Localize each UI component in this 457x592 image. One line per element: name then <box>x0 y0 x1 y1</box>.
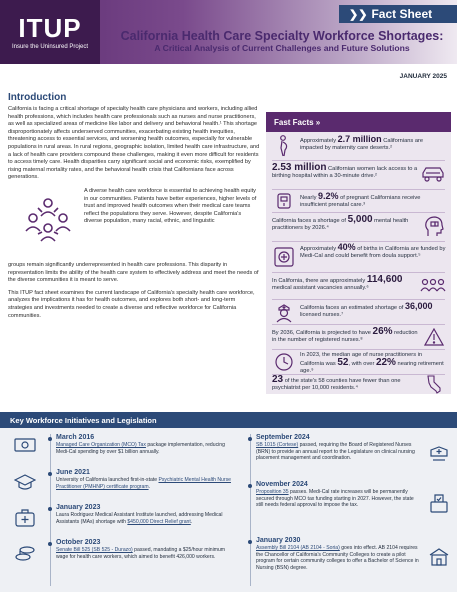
fast-fact-8-value: 26% <box>372 326 393 337</box>
fast-fact-3-text <box>300 193 446 209</box>
logo-text: ITUP <box>18 12 82 43</box>
ballot-box-icon <box>428 492 450 514</box>
intro-paragraph-2b: groups remain significantly underrepresented in health care professions. This disparity in representation limits the ability of the health care system to effectively address and meet the needs of the diverse communities it is meant to serve. <box>8 261 259 284</box>
fast-fact-4-post: mental health practitioners by 2026.⁴ <box>272 218 409 232</box>
fast-fact-6 <box>266 274 451 298</box>
fast-fact-7-text <box>300 303 446 319</box>
fast-fact-8-post: reduction in the number of registered nurses.⁸ <box>272 330 418 344</box>
page-subtitle: A Critical Analysis of Current Challenges and Future Solutions <box>154 43 410 53</box>
fact-divider <box>272 299 445 300</box>
timeline-dot <box>248 540 252 544</box>
initiatives-heading: Key Workforce Initiatives and Legislation <box>0 412 457 428</box>
fast-fact-7-value: 36,000 <box>404 301 433 311</box>
event-september-2024 <box>256 433 422 462</box>
fast-fact-2-post: Californian women lack access to a birthing hospital within a 30-minute drive.² <box>272 166 418 180</box>
timeline-line-right <box>250 434 251 586</box>
fast-fact-1-value: 2.7 million <box>337 134 382 144</box>
fast-fact-10-text <box>272 376 418 392</box>
fast-fact-7-post: licensed nurses.⁷ <box>300 312 344 319</box>
fact-divider <box>272 160 445 161</box>
event-year: June 2021 <box>56 469 90 476</box>
pregnant-icon <box>276 135 292 157</box>
fast-fact-5-pre: Approximately <box>300 246 338 252</box>
fast-fact-4-text <box>272 216 418 232</box>
event-january-2030 <box>256 536 422 571</box>
intro-paragraph-3: This ITUP fact sheet examines the current landscape of California's specialty health care workforce, analyzes the implications it has for health outcomes, and explores both short- and long-term strategies and investments needed to create a diverse and reflective workforce for California communities. <box>8 289 255 319</box>
event-year: November 2024 <box>256 481 308 488</box>
fast-fact-10-value: 23 <box>272 374 284 385</box>
fast-fact-6-pre: In California, there are approximately <box>272 278 367 284</box>
fast-fact-1-pre: Approximately <box>300 138 338 144</box>
fast-fact-5-text <box>300 244 446 260</box>
event-year: January 2023 <box>56 504 101 511</box>
event-january-2023 <box>56 503 234 525</box>
page-title: California Health Care Specialty Workforce Shortages: <box>120 29 444 43</box>
itup-logo <box>0 0 100 64</box>
fact-divider <box>272 272 445 273</box>
introduction-section <box>8 92 260 320</box>
fast-fact-1-post: Californians are impacted by maternity care deserts.² <box>300 138 424 152</box>
fast-facts-heading: Fast Facts » <box>266 112 451 132</box>
medical-bag-icon <box>14 507 36 529</box>
event-text: . <box>190 518 193 525</box>
event-text: package implementation, reducing Medi-Cal spending by over $1 billion annually. <box>56 442 225 455</box>
fast-fact-1-text <box>300 136 446 152</box>
event-link-mco-tax[interactable]: Managed Care Organization (MCO) Tax <box>56 442 146 448</box>
event-june-2021 <box>56 468 234 490</box>
event-text: passed, mandating a $25/hour minimum wage for health care workers, which aimed to benefit 426,000 workers. <box>56 547 226 560</box>
timeline-dot <box>48 542 52 546</box>
event-text: Laura Rodriguez Medical Assistant Institute launched, addressing Medical Assistants (MAs) shortage with <box>56 512 223 525</box>
fast-fact-8-text <box>272 328 418 344</box>
fast-fact-9-mid: , with over <box>348 361 376 368</box>
head-puzzle-icon <box>424 216 444 238</box>
introduction-heading: Introduction <box>8 92 67 103</box>
fast-fact-3-post: of pregnant Californians receive insufficient prenatal care.³ <box>300 195 421 209</box>
coins-icon <box>14 542 36 564</box>
pregnancy-test-icon <box>276 192 292 210</box>
fast-fact-9-post: nearing retirement age.⁹ <box>300 361 444 375</box>
diverse-people-icon <box>24 194 72 242</box>
fast-fact-8 <box>266 326 451 348</box>
medi-cal-card-icon <box>274 247 294 267</box>
intro-paragraph-1: California is facing a critical shortage of specialty health care physicians and workers, including allied health professions, which includes health care professionals such as nurses and nurse practitioners, as well as specialized areas of medicine like labor and delivery and behavioral health.¹ This shortage disproportionately affects underserved communities, exacerbating existing health inequities, threatening access to essential services, and worsening health outcomes, especially for vulnerable populations in rural areas. In rural regions, geographic isolation, limited health care infrastructure, and a lack of health care providers compound these challenges, making it even more difficult for residents to access timely care. Health disparities carry significant social and economic risks, exemplified by rising maternal mortality rates, and the behavioral health crisis that Californians face across generations. <box>8 106 260 181</box>
event-link-proposition-35[interactable]: Proposition 35 <box>256 489 289 495</box>
fast-fact-3-value: 9.2% <box>318 191 339 201</box>
fast-fact-7-pre: California faces an estimated shortage of <box>300 305 405 311</box>
timeline-dot <box>48 437 52 441</box>
event-link-direct-relief-grant[interactable]: $450,000 Direct Relief grant <box>127 518 191 525</box>
fast-fact-10-post: of the state's 58 counties have fewer than one psychiatrist per 10,000 residents.⁴ <box>272 378 401 392</box>
event-year: March 2016 <box>56 434 95 441</box>
timeline-dot <box>248 437 252 441</box>
school-building-icon <box>428 546 450 568</box>
medical-team-icon <box>420 278 446 292</box>
event-link-sb-525[interactable]: Senate Bill 525 (SB 525 - Durazo) <box>56 547 133 553</box>
fast-fact-5 <box>266 243 451 271</box>
fast-fact-9-value-2: 22% <box>375 357 396 369</box>
nurse-cap-icon <box>428 444 450 466</box>
fact-divider <box>272 349 445 350</box>
fast-fact-3-pre: Nearly <box>300 195 319 201</box>
fast-fact-4 <box>266 214 451 240</box>
event-year: October 2023 <box>56 539 101 546</box>
fact-divider <box>272 212 445 213</box>
fast-fact-10 <box>266 375 451 394</box>
fast-fact-7 <box>266 301 451 323</box>
timeline-dot <box>248 484 252 488</box>
timeline-dot <box>48 472 52 476</box>
fast-fact-8-pre: By 2036, California is projected to have <box>272 330 373 336</box>
fast-fact-2-text <box>272 164 418 180</box>
fact-divider <box>272 241 445 242</box>
california-map-icon <box>426 375 442 394</box>
initiatives-section <box>0 412 457 592</box>
fast-fact-9-text <box>300 352 446 376</box>
event-year: September 2024 <box>256 434 310 441</box>
clock-icon <box>274 352 294 372</box>
fact-sheet-label: Fact Sheet <box>371 7 433 21</box>
fast-fact-4-pre: California faces a shortage of <box>272 218 348 224</box>
event-link-pmhnp[interactable]: Psychiatric Mental Health Nurse Practitioner (PMHNP) certificate program <box>56 477 231 490</box>
intro-paragraph-2a: A diverse health care workforce is essential to achieving health equity in our communities. Patients have better experiences, higher levels of trust and improved health outcomes when their medical care teams reflect the populations they serve. However, despite California's diverse population, many racial, ethnic, and linguistic <box>84 187 257 225</box>
fast-fact-6-text <box>272 276 418 292</box>
timeline-dot <box>48 507 52 511</box>
fast-fact-2-value: 2.53 million <box>272 162 327 173</box>
warning-icon <box>424 328 444 346</box>
fast-fact-2 <box>266 162 451 188</box>
event-text: passed, requiring the Board of Registered Nurses (BRN) to provide an annual report to the Legislature on clinical nursing placement management and coordination. <box>256 442 415 462</box>
fast-fact-9-value: 52 <box>337 357 349 369</box>
event-link-sb-1015[interactable]: SB 1015 (Cortese) <box>256 442 299 448</box>
fast-fact-1 <box>266 134 451 158</box>
event-march-2016 <box>56 433 234 455</box>
event-text: University of California launched first-in-state <box>56 477 159 483</box>
fast-fact-6-post: medical assistant vacancies annually.⁶ <box>272 285 369 292</box>
fact-sheet-tag <box>339 5 457 23</box>
event-text: passes. Medi-Cal rate increases will be permanently secured through MCO tax funding starting in 2027. However, the state still needs federal approval to impose the tax. <box>256 489 414 509</box>
event-text: goes into effect. AB 2104 requires the Chancellor of California's Community Colleges to create a pilot program for certain community colleges to offer a Bachelor of Science in Nursing (BSN) degree. <box>256 545 419 571</box>
car-icon <box>421 165 445 183</box>
event-november-2024 <box>256 480 422 509</box>
fact-divider <box>272 324 445 325</box>
fact-divider <box>272 189 445 190</box>
event-october-2023 <box>56 538 234 560</box>
fast-fact-5-post: of births in California are funded by Medi-Cal and could benefit from doula support.⁵ <box>300 246 446 260</box>
fast-fact-5-value: 40% <box>337 242 356 252</box>
event-link-ab-2104[interactable]: Assembly Bill 2104 (AB 2104 - Soria) <box>256 545 340 551</box>
fast-fact-9 <box>266 351 451 373</box>
event-text: . <box>148 483 150 490</box>
money-icon <box>14 434 36 456</box>
fast-fact-6-value: 114,600 <box>366 274 403 285</box>
event-year: January 2030 <box>256 537 301 544</box>
intro-diversity-block <box>8 188 260 262</box>
fast-fact-3 <box>266 191 451 211</box>
fast-facts-panel <box>266 112 451 394</box>
fast-fact-9-pre: In 2023, the median age of nurse practitioners in California was <box>300 352 423 368</box>
fast-fact-4-value: 5,000 <box>347 214 373 225</box>
nurse-icon <box>274 303 294 323</box>
double-chevron-icon: ❯❯ <box>349 8 368 21</box>
header <box>0 0 457 64</box>
logo-tagline: Insure the Uninsured Project <box>11 43 89 50</box>
graduation-cap-icon <box>14 472 36 494</box>
publication-date: JANUARY 2025 <box>399 73 447 80</box>
